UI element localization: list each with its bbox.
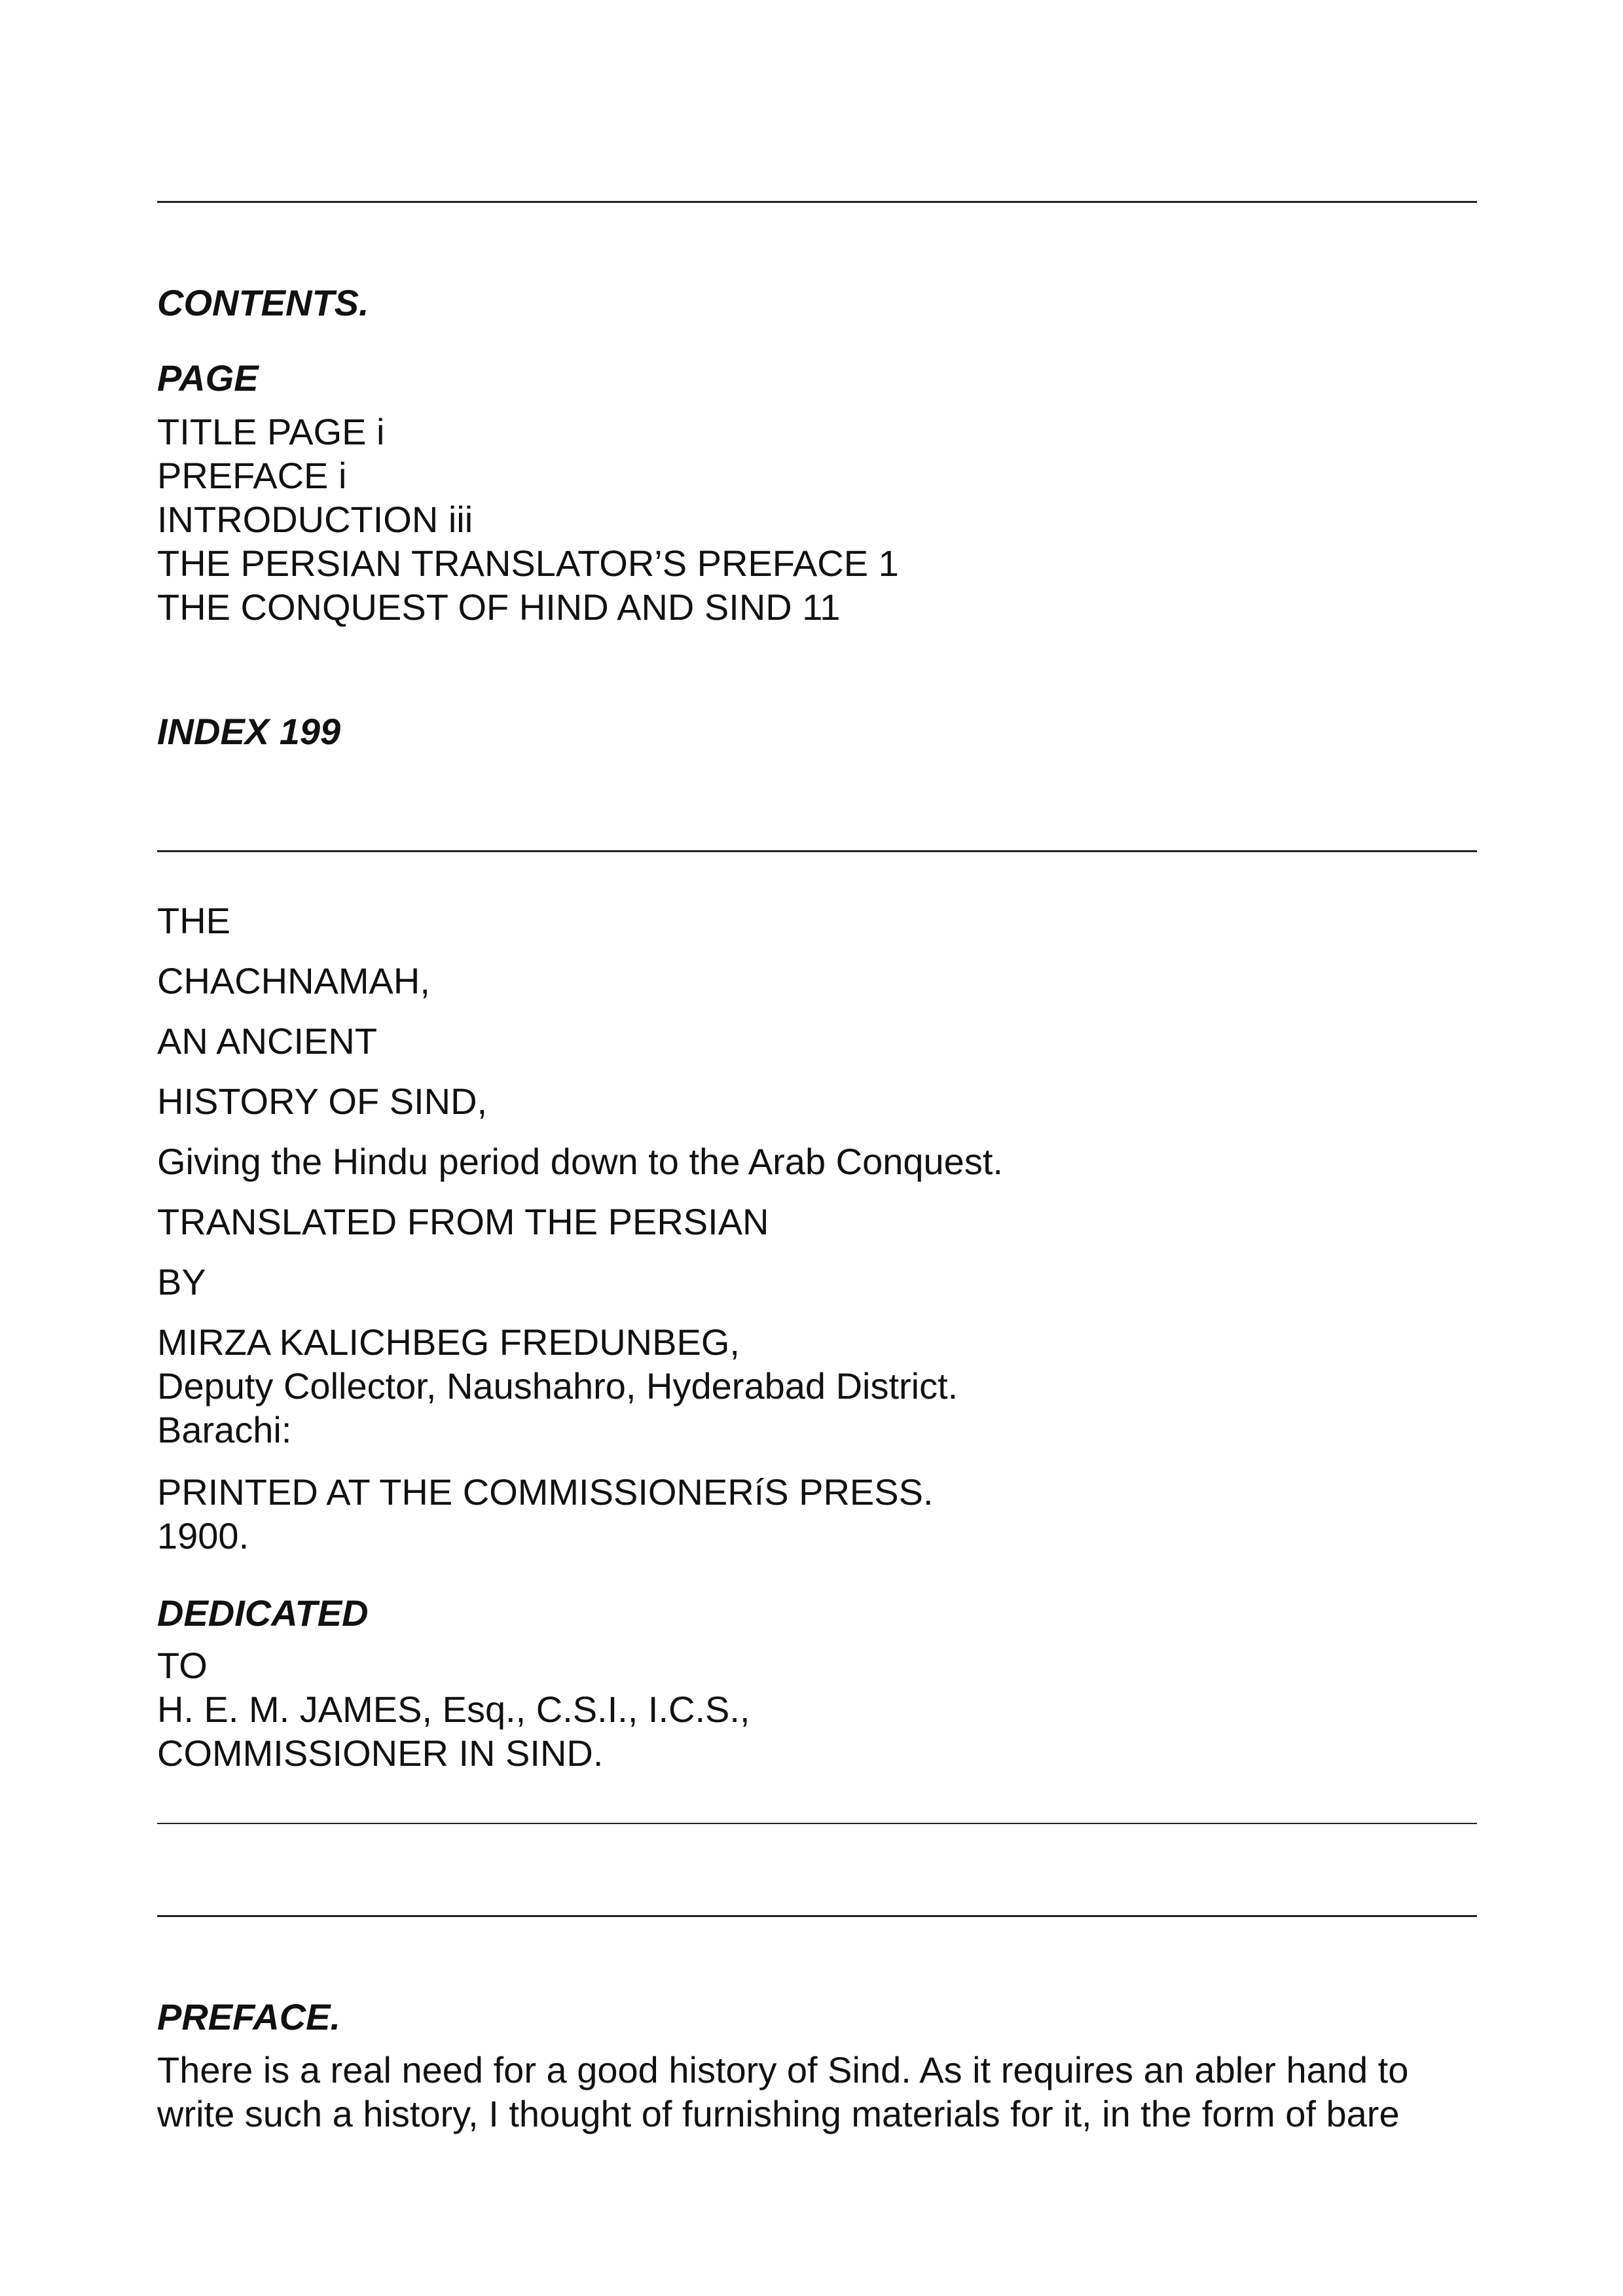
contents-entry: PREFACE i (157, 455, 347, 496)
title-line: THE (157, 900, 230, 941)
translator-name: MIRZA KALICHBEG FREDUNBEG, (157, 1321, 740, 1363)
horizontal-rule-top (157, 201, 1477, 203)
dedication-to: TO (157, 1645, 208, 1686)
horizontal-rule-preface-start (157, 1915, 1477, 1917)
preface-paragraph-line: write such a history, I thought of furnishing materials for it, in the form of bare (157, 2093, 1400, 2134)
contents-entry: INTRODUCTION iii (157, 499, 473, 540)
dedicatee-name: H. E. M. JAMES, Esq., C.S.I., I.C.S., (157, 1689, 750, 1730)
horizontal-rule-contents-end (157, 850, 1477, 852)
preface-heading: PREFACE. (157, 1996, 341, 2037)
title-line: CHACHNAMAH, (157, 960, 430, 1001)
publication-year: 1900. (157, 1515, 249, 1556)
translator-role: Deputy Collector, Naushahro, Hyderabad District. (157, 1365, 958, 1407)
subtitle-line: Giving the Hindu period down to the Arab Conquest. (157, 1141, 1003, 1182)
dedication-heading: DEDICATED (157, 1592, 369, 1634)
title-line: AN ANCIENT (157, 1020, 378, 1062)
contents-heading: CONTENTS. (157, 282, 369, 323)
contents-entry: THE CONQUEST OF HIND AND SIND 11 (157, 586, 841, 628)
printer-line: PRINTED AT THE COMMISSIONERíS PRESS. (157, 1471, 934, 1513)
preface-paragraph-line: There is a real need for a good history of Sind. As it requires an abler hand to (157, 2049, 1409, 2090)
contents-entry: TITLE PAGE i (157, 411, 385, 452)
title-line: HISTORY OF SIND, (157, 1081, 488, 1122)
contents-entry: THE PERSIAN TRANSLATOR’S PREFACE 1 (157, 543, 899, 584)
dedicatee-title: COMMISSIONER IN SIND. (157, 1732, 604, 1774)
publication-place: Barachi: (157, 1409, 292, 1450)
horizontal-rule-dedication-end (157, 1823, 1477, 1824)
contents-index-entry: INDEX 199 (157, 711, 341, 752)
by-line: BY (157, 1261, 206, 1302)
contents-page-label: PAGE (157, 357, 259, 399)
translation-note: TRANSLATED FROM THE PERSIAN (157, 1201, 769, 1242)
